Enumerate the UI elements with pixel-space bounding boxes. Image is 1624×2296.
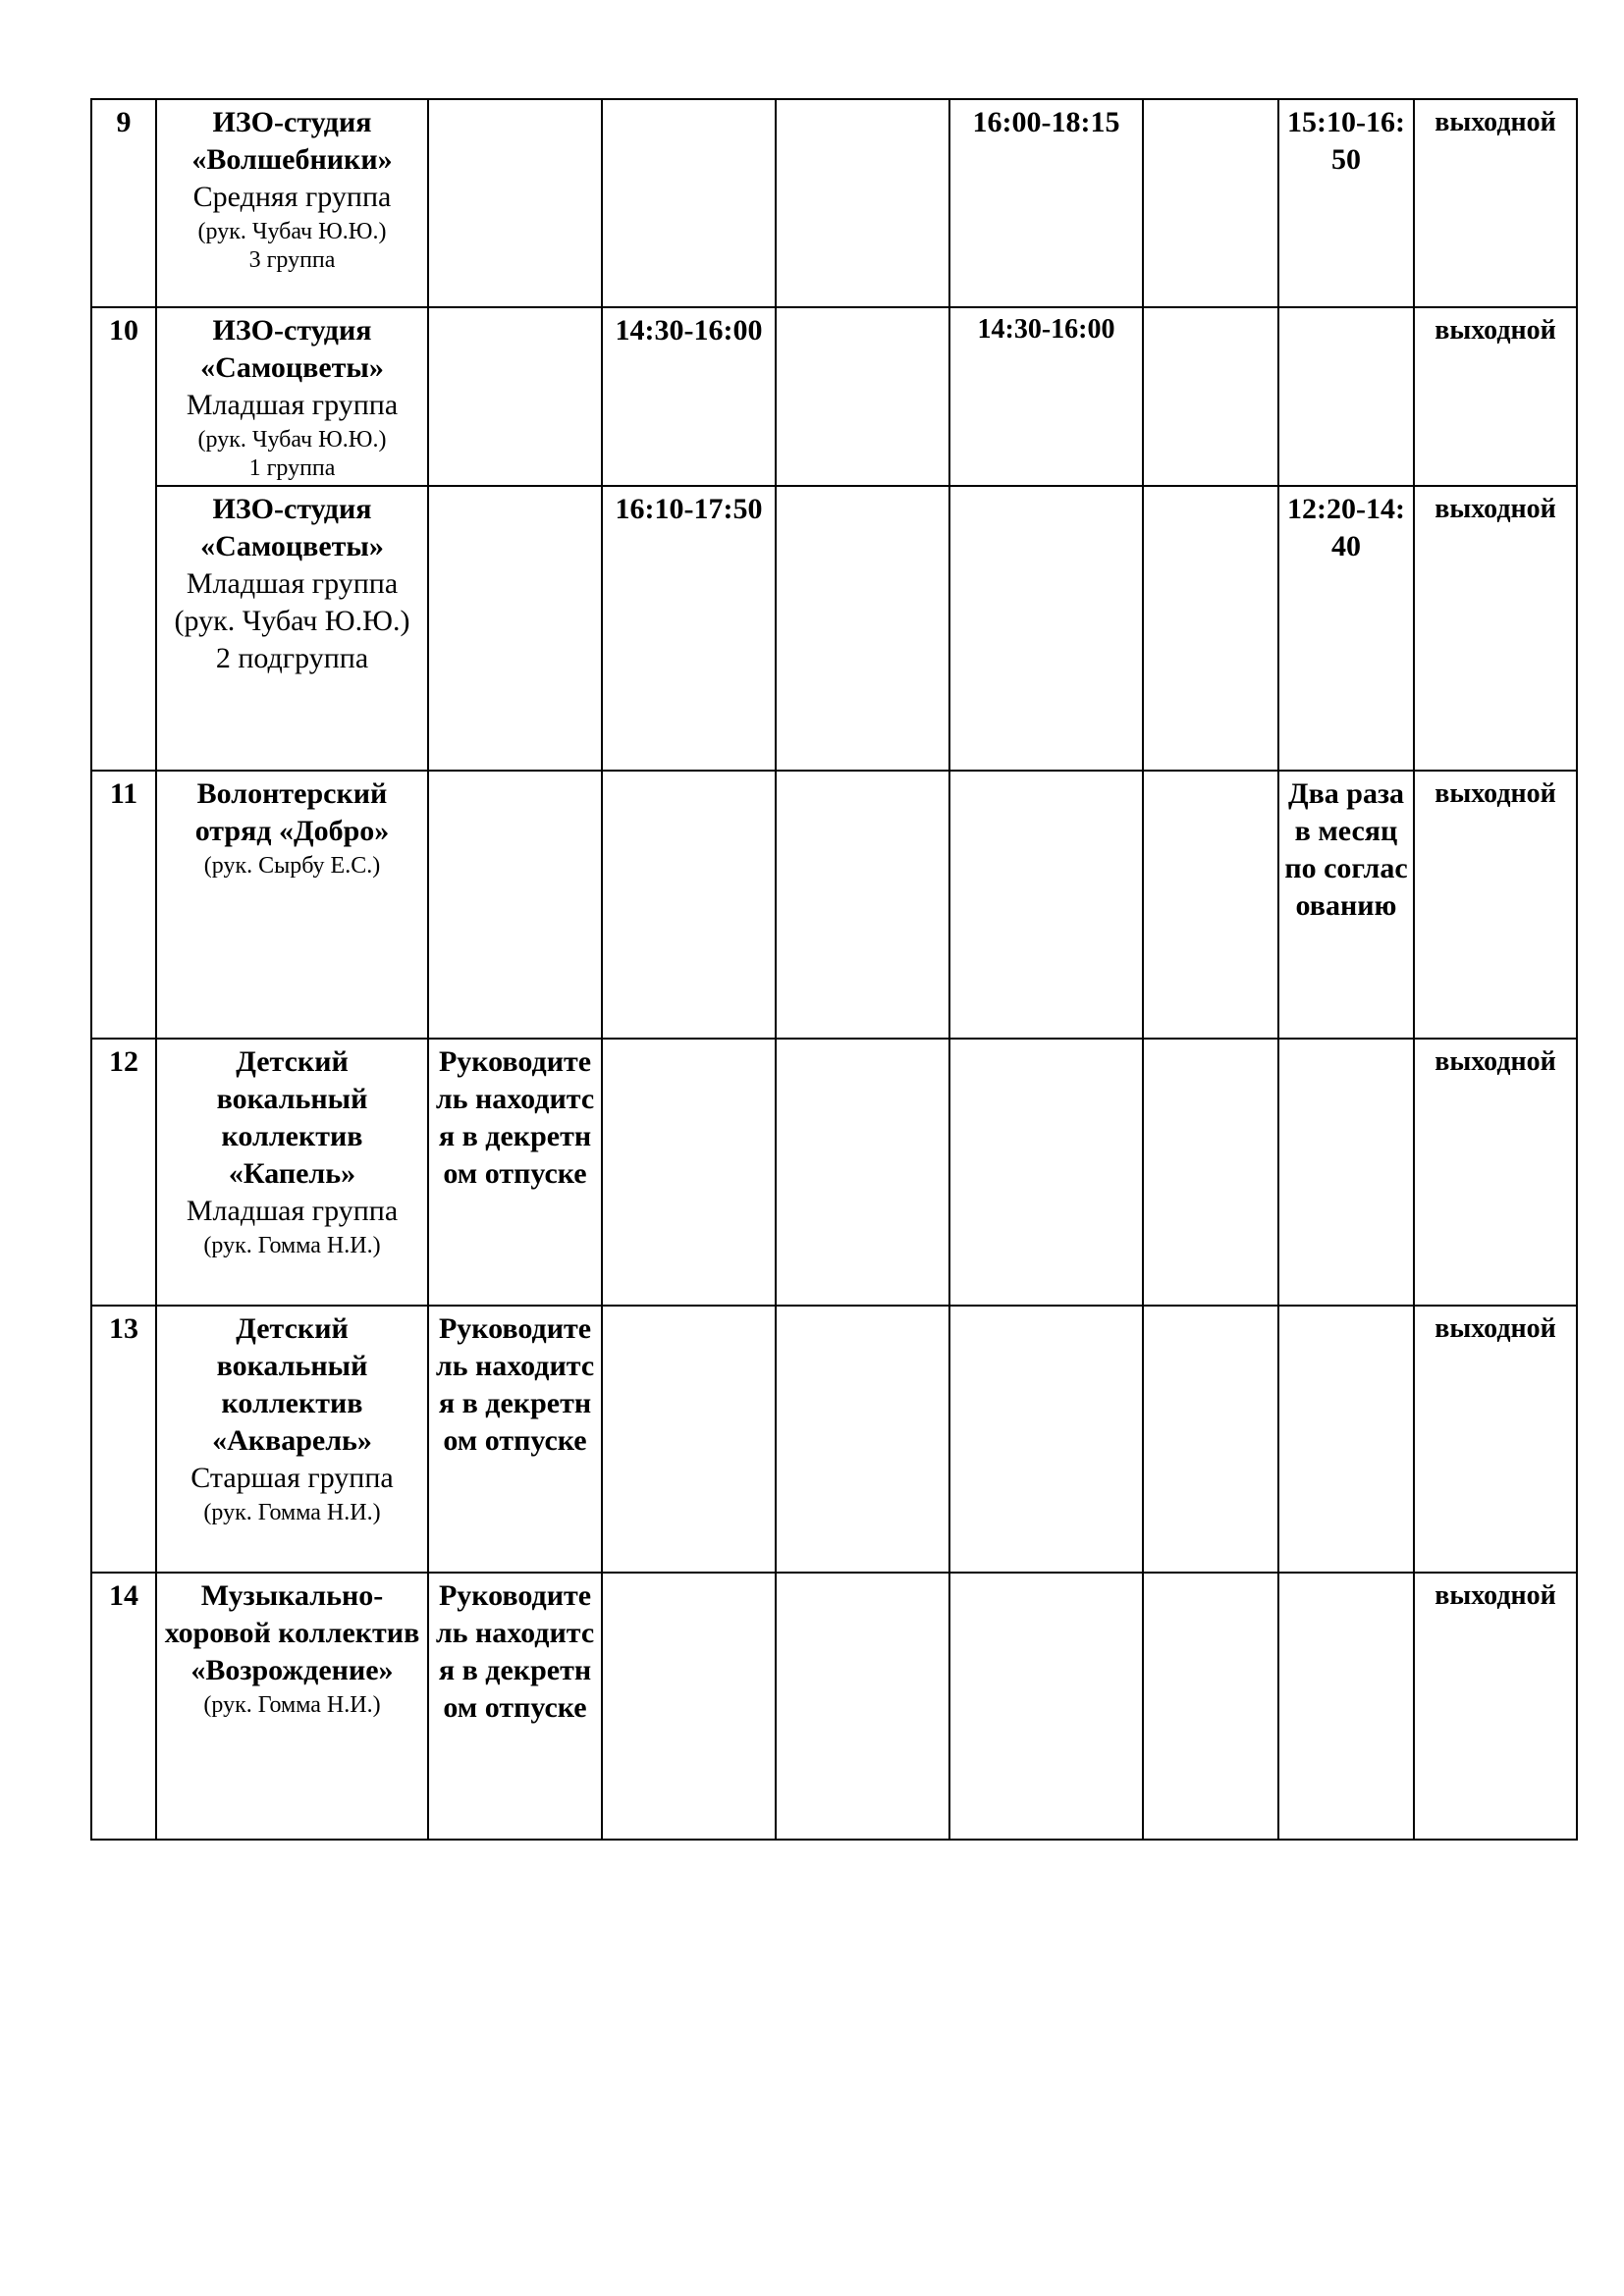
day-off-cell: выходной — [1414, 307, 1577, 486]
table-row — [91, 99, 1577, 307]
day-off-cell: выходной — [1414, 486, 1577, 771]
activity-name: Детский вокальный коллектив «Капель» — [216, 1045, 368, 1190]
day-cell — [949, 1039, 1143, 1306]
schedule-table — [90, 98, 1578, 1841]
day-cell — [602, 99, 776, 307]
row-number: 14 — [91, 1573, 156, 1840]
time-cell: 15:10-16:50 — [1278, 99, 1414, 307]
day-off-cell: выходной — [1414, 771, 1577, 1039]
note-cell: Два раза в месяц по согласованию — [1278, 771, 1414, 1039]
activity-cell — [156, 307, 428, 486]
table-row — [91, 771, 1577, 1039]
activity-subgroup: 3 группа — [248, 247, 336, 273]
table-row — [91, 486, 1577, 771]
row-number: 13 — [91, 1306, 156, 1573]
activity-cell — [156, 771, 428, 1039]
activity-cell — [156, 486, 428, 771]
day-cell — [1143, 307, 1278, 486]
row-number: 11 — [91, 771, 156, 1039]
day-cell — [776, 307, 949, 486]
time-cell: 16:00-18:15 — [949, 99, 1143, 307]
activity-group: Старшая группа — [190, 1462, 394, 1494]
activity-group: Младшая группа — [186, 389, 399, 421]
row-number: 9 — [91, 99, 156, 307]
day-cell — [1278, 1039, 1414, 1306]
activity-group: Младшая группа — [186, 1195, 399, 1227]
activity-name: ИЗО-студия «Волшебники» — [191, 106, 393, 176]
activity-name: ИЗО-студия «Самоцветы» — [200, 314, 384, 384]
activity-leader: (рук. Чубач Ю.Ю.) — [174, 605, 410, 637]
day-cell — [428, 307, 602, 486]
day-cell — [949, 1306, 1143, 1573]
day-cell — [428, 771, 602, 1039]
day-cell — [776, 771, 949, 1039]
day-cell — [1143, 1306, 1278, 1573]
activity-leader: (рук. Чубач Ю.Ю.) — [197, 219, 387, 244]
activity-leader: (рук. Чубач Ю.Ю.) — [197, 427, 387, 453]
activity-name: Детский вокальный коллектив «Акварель» — [212, 1312, 372, 1457]
day-cell — [1143, 99, 1278, 307]
day-cell — [776, 1573, 949, 1840]
activity-name: Музыкально-хоровой коллектив «Возрождение» — [164, 1579, 420, 1686]
day-cell — [1143, 1573, 1278, 1840]
day-off-cell: выходной — [1414, 1306, 1577, 1573]
activity-group: Младшая группа — [186, 567, 399, 600]
activity-subgroup: 2 подгруппа — [215, 642, 369, 674]
activity-name: ИЗО-студия «Самоцветы» — [200, 493, 384, 562]
day-off-cell: выходной — [1414, 1573, 1577, 1840]
leave-note-cell: Руководитель находится в декретном отпуске — [428, 1039, 602, 1306]
activity-leader: (рук. Гомма Н.И.) — [203, 1692, 381, 1718]
table-row — [91, 1306, 1577, 1573]
table-row — [91, 1039, 1577, 1306]
activity-cell — [156, 1573, 428, 1840]
day-off-cell: выходной — [1414, 99, 1577, 307]
day-cell — [949, 486, 1143, 771]
activity-cell — [156, 1306, 428, 1573]
leave-note-cell: Руководитель находится в декретном отпуске — [428, 1573, 602, 1840]
activity-name: Волонтерский отряд «Добро» — [194, 777, 390, 847]
day-cell — [1278, 1306, 1414, 1573]
time-cell: 14:30-16:00 — [949, 307, 1143, 486]
activity-leader: (рук. Гомма Н.И.) — [203, 1233, 381, 1258]
day-cell — [602, 771, 776, 1039]
day-cell — [602, 1039, 776, 1306]
day-off-cell: выходной — [1414, 1039, 1577, 1306]
day-cell — [602, 1306, 776, 1573]
time-cell: 12:20-14:40 — [1278, 486, 1414, 771]
day-cell — [776, 99, 949, 307]
day-cell — [949, 1573, 1143, 1840]
day-cell — [1143, 771, 1278, 1039]
day-cell — [1143, 1039, 1278, 1306]
day-cell — [776, 1039, 949, 1306]
day-cell — [1143, 486, 1278, 771]
day-cell — [1278, 1573, 1414, 1840]
day-cell — [776, 1306, 949, 1573]
day-cell — [776, 486, 949, 771]
table-row — [91, 307, 1577, 486]
activity-cell — [156, 99, 428, 307]
row-number: 10 — [91, 307, 156, 771]
activity-group: Средняя группа — [192, 181, 392, 213]
day-cell — [1278, 307, 1414, 486]
activity-leader: (рук. Сырбу Е.С.) — [203, 853, 381, 879]
activity-subgroup: 1 группа — [248, 455, 336, 481]
day-cell — [428, 99, 602, 307]
activity-leader: (рук. Гомма Н.И.) — [203, 1500, 381, 1525]
day-cell — [949, 771, 1143, 1039]
row-number: 12 — [91, 1039, 156, 1306]
time-cell: 16:10-17:50 — [602, 486, 776, 771]
day-cell — [602, 1573, 776, 1840]
day-cell — [428, 486, 602, 771]
activity-cell — [156, 1039, 428, 1306]
table-row — [91, 1573, 1577, 1840]
leave-note-cell: Руководитель находится в декретном отпуске — [428, 1306, 602, 1573]
time-cell: 14:30-16:00 — [602, 307, 776, 486]
